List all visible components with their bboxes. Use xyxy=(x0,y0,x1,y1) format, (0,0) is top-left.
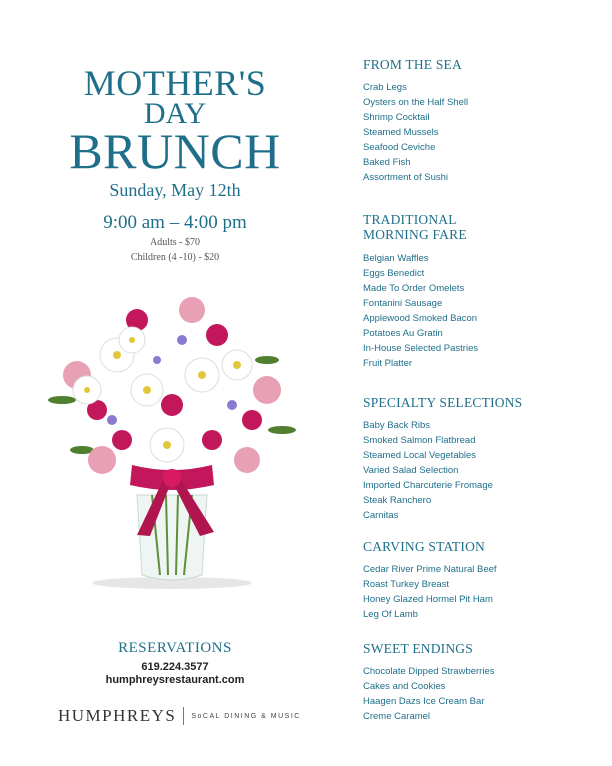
menu-item: Baby Back Ribs xyxy=(363,420,431,431)
menu-item: Creme Caramel xyxy=(363,711,431,722)
menu-item: Imported Charcuterie Fromage xyxy=(363,480,493,491)
menu-item: Assortment of Sushi xyxy=(363,172,449,183)
menu-item: Oysters on the Half Shell xyxy=(363,97,469,108)
menu-item: Shrimp Cocktail xyxy=(363,112,430,123)
menu-item: Baked Fish xyxy=(363,157,411,168)
menu-item: Roast Turkey Breast xyxy=(363,579,450,590)
menu-item: Steak Ranchero xyxy=(363,495,432,506)
menu-item: Applewood Smoked Bacon xyxy=(363,313,478,324)
menu-item: In-House Selected Pastries xyxy=(363,343,479,354)
humphreys-logo xyxy=(58,705,301,727)
logo-tagline: SoCAL DINING & MUSIC xyxy=(191,712,301,720)
menu-item: Steamed Local Vegetables xyxy=(363,450,477,461)
price-adults: Adults - $70 xyxy=(150,237,200,248)
logo-divider xyxy=(183,707,184,725)
section-title-carving-station: CARVING STATION xyxy=(363,539,485,554)
title-line-2: DAY xyxy=(143,97,207,130)
menu-item: Potatoes Au Gratin xyxy=(363,328,443,339)
flower-bouquet-image xyxy=(42,280,302,600)
logo-name: HUMPHREYS xyxy=(58,706,177,725)
menu-item: Fruit Platter xyxy=(363,358,413,369)
price-children: Children (4 -10) - $20 xyxy=(130,252,220,263)
menu-item: Chocolate Dipped Strawberries xyxy=(363,666,495,677)
section-title-traditional-morning-fare: TRADITIONAL MORNING FARE xyxy=(363,212,467,242)
reservations-title: RESERVATIONS xyxy=(118,640,232,656)
menu-item: Made To Order Omelets xyxy=(363,283,465,294)
title-line-3: BRUNCH xyxy=(69,123,281,179)
menu-item: Carnitas xyxy=(363,510,399,521)
menu-item: Cakes and Cookies xyxy=(363,681,446,692)
title-line-1: MOTHER'S xyxy=(83,63,267,103)
menu-item: Leg Of Lamb xyxy=(363,609,418,620)
section-title-from-the-sea: FROM THE SEA xyxy=(363,57,462,72)
event-date: Sunday, May 12th xyxy=(109,180,241,200)
reservations-website: humphreysrestaurant.com xyxy=(105,674,245,686)
menu-item: Varied Salad Selection xyxy=(363,465,459,476)
reservations-phone: 619.224.3577 xyxy=(141,661,209,673)
menu-item: Smoked Salmon Flatbread xyxy=(363,435,476,446)
menu-item: Seafood Ceviche xyxy=(363,142,436,153)
menu-item: Belgian Waffles xyxy=(363,253,429,264)
menu-item: Honey Glazed Hormel Pit Ham xyxy=(363,594,493,605)
menu-item: Crab Legs xyxy=(363,82,407,93)
menu-item: Fontanini Sausage xyxy=(363,298,443,309)
event-time: 9:00 am – 4:00 pm xyxy=(103,212,247,233)
menu-item: Cedar River Prime Natural Beef xyxy=(363,564,497,575)
menu-item: Eggs Benedict xyxy=(363,268,425,279)
menu-item: Haagen Dazs Ice Cream Bar xyxy=(363,696,485,707)
menu-item: Steamed Mussels xyxy=(363,127,439,138)
section-title-specialty-selections: SPECIALTY SELECTIONS xyxy=(363,395,523,410)
section-title-sweet-endings: SWEET ENDINGS xyxy=(363,641,473,656)
